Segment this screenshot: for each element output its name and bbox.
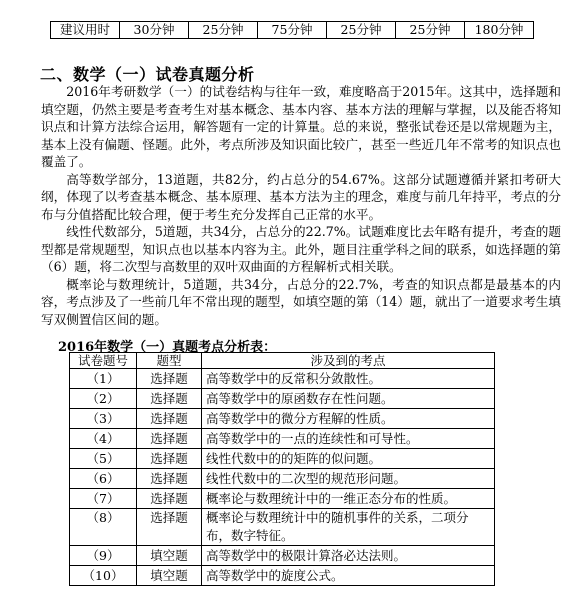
analysis-text (41, 83, 561, 328)
question-no: （9） (70, 546, 137, 566)
paragraph: 线性代数部分，5道题，共34分，占总分的22.7%。试题难度比去年略有提升，考查的题型都是常规题型，知识点也以基本内容为主。此外，题目注重学科之间的联系，如选择题的第（6）题，将二次型与高数里的双叶双曲面的方程解析式相关联。 (41, 224, 561, 274)
question-no: （8） (70, 509, 137, 546)
paragraph: 概率论与数理统计，5道题，共34分，占总分的22.7%，考查的知识点都是最基本的内容，考点涉及了一些前几年不常出现的题型，如填空题的第（14）题，就出了一道要求考生填写双侧置信区间的题。 (41, 276, 561, 327)
time-label: 建议用时 (51, 22, 120, 39)
table-row (70, 369, 495, 389)
paragraph: 高等数学部分，13道题，共82分，约占总分的54.67%。这部分试题遵循并紧扣考研大纲，体现了以考查基本概念、基本原理、基本方法为主的理念，难度与前几年持平，考点的分布与分值搭配比较合理，便于考生充分发挥自己正常的水平。 (41, 171, 561, 222)
question-type: 选择题 (137, 489, 202, 509)
knowledge-point-table (69, 352, 495, 586)
knowledge-point: 线性代数中的二次型的规范形问题。 (202, 469, 495, 489)
header-knowledge-point: 涉及到的考点 (202, 353, 495, 369)
question-no: （5） (70, 449, 137, 469)
knowledge-point: 高等数学中的原函数存在性问题。 (202, 389, 495, 409)
time-cell: 25分钟 (396, 22, 465, 39)
question-type: 填空题 (137, 566, 202, 586)
question-type: 选择题 (137, 469, 202, 489)
question-no: （2） (70, 389, 137, 409)
knowledge-point: 线性代数中的的矩阵的似问题。 (202, 449, 495, 469)
question-no: （1） (70, 369, 137, 389)
knowledge-point: 概率论与数理统计中的一维正态分布的性质。 (202, 489, 495, 509)
section-heading: 二、数学（一）试卷真题分析 (40, 65, 255, 84)
table-row (70, 429, 495, 449)
question-no: （3） (70, 409, 137, 429)
question-type: 选择题 (137, 449, 202, 469)
time-cell: 30分钟 (120, 22, 189, 39)
time-cell: 25分钟 (189, 22, 258, 39)
paragraph: 2016年考研数学（一）的试卷结构与往年一致，难度略高于2015年。这其中，选择题和填空题，仍然主要是考查考生对基本概念、基本内容、基本方法的理解与掌握，以及能否将知识点和计算方法综合运用，解答题有一定的计算量。总的来说，整张试卷还是以常规题为主，基本上没有偏题、怪题。此外，考点所涉及知识面比较广，甚至一些近几年不常考的知识点也覆盖了。 (41, 84, 561, 169)
question-type: 选择题 (137, 389, 202, 409)
question-type: 选择题 (137, 429, 202, 449)
question-no: （10） (70, 566, 137, 586)
table-row (70, 566, 495, 586)
table-row (70, 409, 495, 429)
question-no: （6） (70, 469, 137, 489)
table-row (70, 546, 495, 566)
knowledge-point: 概率论与数理统计中的随机事件的关系，二项分布，数字特征。 (202, 509, 495, 546)
table-row (70, 509, 495, 546)
table-row (70, 489, 495, 509)
time-cell: 75分钟 (258, 22, 327, 39)
table-header-row (70, 353, 495, 369)
knowledge-point: 高等数学中的一点的连续性和可导性。 (202, 429, 495, 449)
table-row (70, 389, 495, 409)
knowledge-point: 高等数学中的微分方程解的性质。 (202, 409, 495, 429)
time-cell: 25分钟 (327, 22, 396, 39)
suggested-time-table (50, 21, 534, 39)
question-no: （7） (70, 489, 137, 509)
question-type: 选择题 (137, 369, 202, 389)
table-row (70, 449, 495, 469)
knowledge-point: 高等数学中的旋度公式。 (202, 566, 495, 586)
table-row (70, 469, 495, 489)
header-question-type: 题型 (137, 353, 202, 369)
table-title: 2016年数学（一）真题考点分析表： (58, 340, 277, 355)
knowledge-point: 高等数学中的反常积分敛散性。 (202, 369, 495, 389)
knowledge-point: 高等数学中的极限计算洛必达法则。 (202, 546, 495, 566)
question-type: 填空题 (137, 546, 202, 566)
question-type: 选择题 (137, 409, 202, 429)
header-question-no: 试卷题号 (70, 353, 137, 369)
question-type: 选择题 (137, 509, 202, 546)
time-row (51, 22, 534, 39)
question-no: （4） (70, 429, 137, 449)
time-cell: 180分钟 (465, 22, 534, 39)
